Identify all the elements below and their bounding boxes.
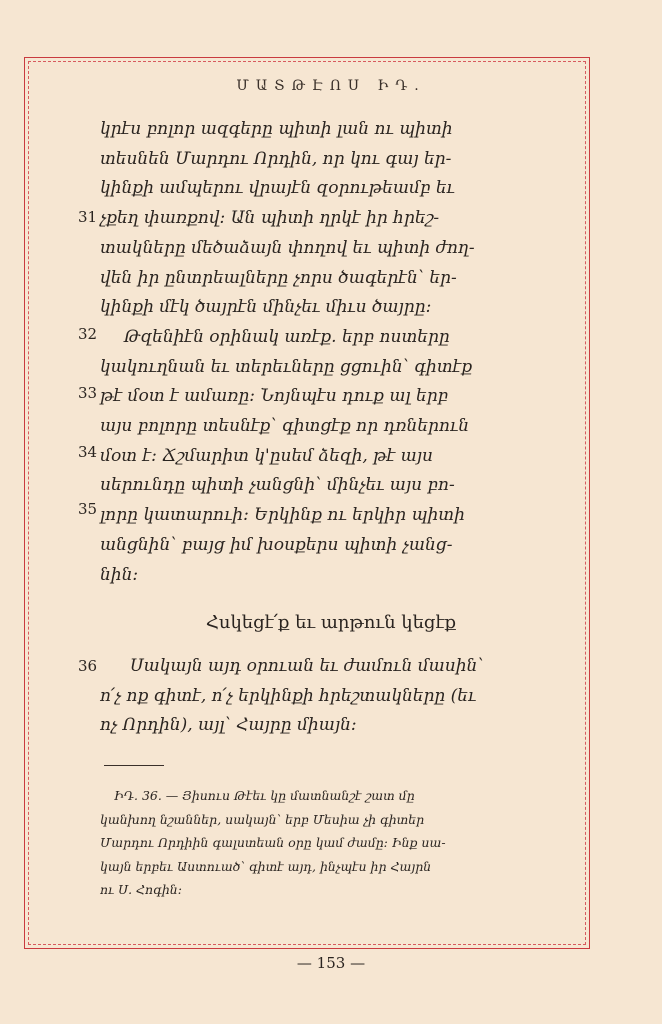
text-line: անցնին՝ բայց իմ խօսքերս պիտի չանց-: [100, 534, 453, 555]
text-line: ո՛չ ոք գիտէ, ո՛չ երկինքի հրեշտակները (եւ: [100, 685, 477, 706]
section-heading: Հսկեցէ՛ք եւ արթուն կեցէք: [205, 612, 457, 633]
text-line: լորը կատարուի։ Երկինք ու երկիր պիտի: [100, 505, 465, 526]
footnote-line: ԻԴ. 36. — Յիսուս Թէեւ կը մատնանշէ շատ մը: [114, 788, 415, 803]
text-line: սերունդը պիտի չանցնի՝ մինչեւ այս բո-: [100, 475, 455, 496]
text-line: տակները մեծաձայն փողով եւ պիտի ժող-: [100, 237, 475, 258]
verse-number: 35: [78, 500, 98, 518]
text-line: կակուղնան եւ տերեւները ցցուին՝ գիտէք: [100, 356, 473, 377]
footnote-line: կանխող նշաններ, սակայն՝ երբ Մեսիա չի գիտեր: [100, 811, 425, 827]
running-header: ՄԱՏԹԷՈՍ ԻԴ.: [236, 78, 426, 94]
verse-block-2: [100, 652, 540, 741]
footnote-line: ու Ս. Հոգին։: [100, 882, 182, 897]
text-line: Թզենիէն օրինակ առէք. երբ ոստերը: [124, 326, 450, 347]
verse-number: 31: [78, 208, 98, 226]
text-line: թէ մօտ է ամառը։ Նոյնպէս դուք ալ երբ: [100, 386, 449, 407]
text-line: կրէս բոլոր ազգերը պիտի լան ու պիտի: [100, 119, 453, 139]
text-line: այս բոլորը տեսնէք՝ գիտցէք որ դռներուն: [100, 416, 470, 437]
text-line: ոչ Որդին), այլ՝ Հայրը միայն։: [100, 715, 357, 736]
page-number: — 153 —: [296, 954, 366, 972]
text-line: Սակայն այդ օրուան եւ ժամուն մասին՝: [130, 656, 484, 676]
verse-number: 33: [78, 384, 98, 402]
verse-number: 32: [78, 325, 98, 343]
footnote: [100, 784, 540, 902]
footnote-line: կայն երբեւ Աստուած՝ գիտէ այդ, ինչպէս իր Հայրն: [100, 858, 432, 874]
text-line: կինքի ամպերու վրայէն զօրութեամբ եւ: [100, 178, 455, 199]
text-line: նին։: [100, 564, 139, 585]
text-line: կինքի մէկ ծայրէն մինչեւ միւս ծայրը։: [100, 297, 432, 318]
verse-number: 34: [78, 443, 98, 461]
text-line: մօտ է։ Ճշմարիտ կ'ըսեմ ձեզի, թէ այս: [100, 445, 434, 466]
text-line: վեն իր ընտրեալները չորս ծագերէն՝ եր-: [100, 267, 457, 288]
footnote-rule: [104, 765, 164, 766]
footnote-line: Մարդու Որդիին գալստեան օրը կամ ժամը։ Ինք սա-: [100, 835, 446, 850]
verse-number: 36: [78, 657, 98, 675]
verse-block-1: [100, 115, 540, 590]
text-line: չքեղ փառքով։ Ան պիտի ղրկէ իր հրեշ-: [100, 208, 440, 229]
text-line: տեսնեն Մարդու Որդին, որ կու գայ եր-: [100, 148, 452, 169]
